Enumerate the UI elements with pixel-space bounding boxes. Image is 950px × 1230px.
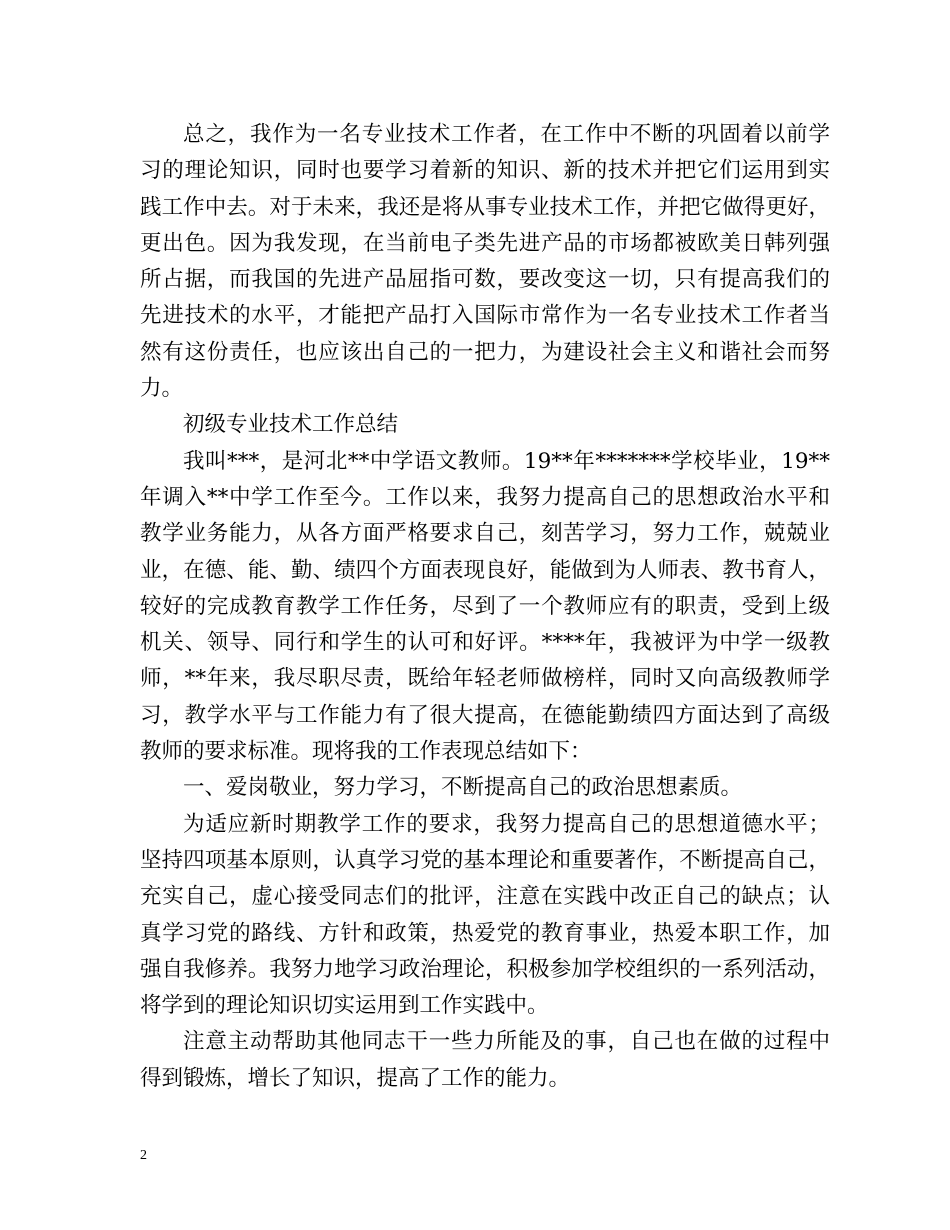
page-number: 2 (140, 1148, 147, 1163)
document-body (140, 117, 830, 1097)
section-title: 初级专业技术工作总结 (183, 412, 399, 438)
text-line: 年调入**中学工作至今。工作以来，我努力提高自己的思想政治水平和 (140, 484, 830, 510)
text-line: 先进技术的水平，才能把产品打入国际市常作为一名专业技术工作者当 (140, 303, 830, 329)
text-line: 将学到的理论知识切实运用到工作实践中。 (140, 993, 549, 1019)
text-line: 力。 (140, 376, 184, 402)
text-line: 践工作中去。对于未来，我还是将从事专业技术工作，并把它做得更好， (140, 194, 830, 220)
text-line: 坚持四项基本原则，认真学习党的基本理论和重要著作，不断提高自己， (140, 847, 830, 873)
section-heading: 一、爱岗敬业，努力学习，不断提高自己的政治思想素质。 (183, 775, 743, 801)
text-line: 教师的要求标准。现将我的工作表现总结如下： (140, 739, 592, 765)
text-line: 我叫***，是河北**中学语文教师。19**年*******学校毕业，19** (183, 448, 830, 474)
text-line: 然有这份责任，也应该出自己的一把力，为建设社会主义和谐社会而努 (140, 339, 830, 365)
text-line: 更出色。因为我发现，在当前电子类先进产品的市场都被欧美日韩列强 (140, 230, 830, 256)
text-line: 习，教学水平与工作能力有了很大提高，在德能勤绩四方面达到了高级 (140, 702, 830, 728)
text-line: 总之，我作为一名专业技术工作者，在工作中不断的巩固着以前学 (183, 122, 830, 147)
text-line: 注意主动帮助其他同志干一些力所能及的事，自己也在做的过程中 (183, 1029, 830, 1055)
text-line: 机关、领导、同行和学生的认可和好评。****年，我被评为中学一级教 (140, 630, 830, 656)
text-line: 得到锻炼，增长了知识，提高了工作的能力。 (140, 1065, 571, 1091)
text-line: 习的理论知识，同时也要学习着新的知识、新的技术并把它们运用到实 (140, 158, 830, 184)
text-line: 充实自己，虚心接受同志们的批评，注意在实践中改正自己的缺点；认 (140, 884, 830, 910)
text-line: 为适应新时期教学工作的要求，我努力提高自己的思想道德水平； (183, 811, 830, 837)
text-line: 师，**年来，我尽职尽责，既给年轻老师做榜样，同时又向高级教师学 (140, 666, 830, 692)
text-line: 真学习党的路线、方针和政策，热爱党的教育事业，热爱本职工作，加 (140, 920, 830, 946)
text-line: 所占据，而我国的先进产品屈指可数，要改变这一切，只有提高我们的 (140, 267, 830, 293)
text-line: 教学业务能力，从各方面严格要求自己，刻苦学习，努力工作，兢兢业 (140, 521, 830, 547)
text-line: 较好的完成教育教学工作任务，尽到了一个教师应有的职责，受到上级 (140, 593, 830, 619)
text-line: 业，在德、能、勤、绩四个方面表现良好，能做到为人师表、教书育人， (140, 557, 830, 583)
text-line: 强自我修养。我努力地学习政治理论，积极参加学校组织的一系列活动， (140, 956, 830, 982)
